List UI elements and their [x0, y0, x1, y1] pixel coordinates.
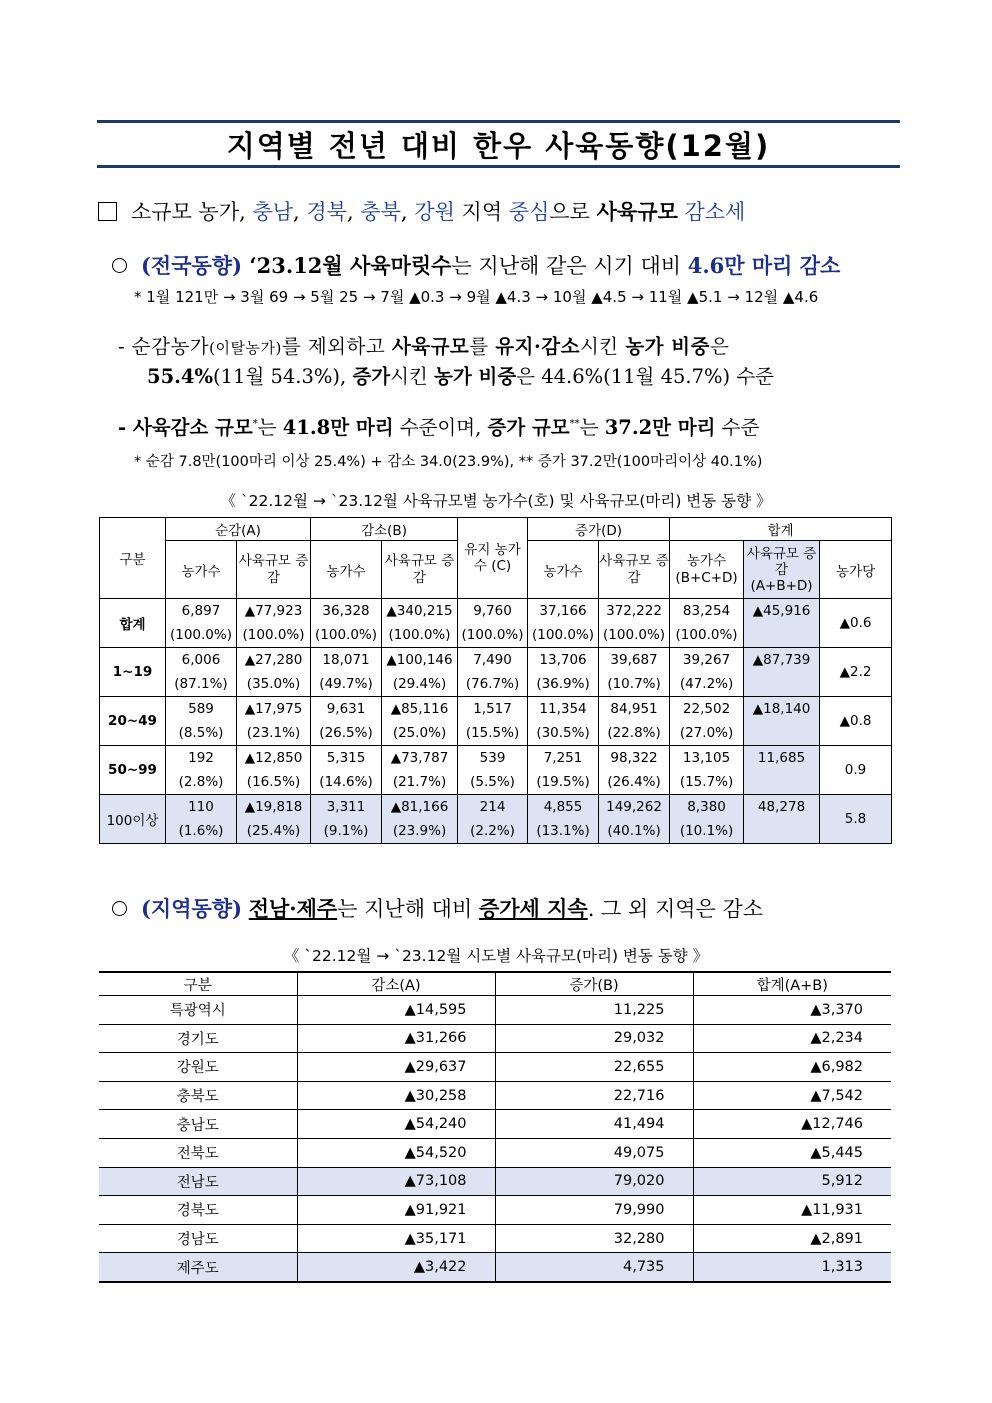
table-cell-pct: (100.0%): [166, 623, 237, 648]
table-cell: 5,912: [693, 1167, 891, 1196]
regional-trend: (지역동향) 전남·제주는 지난해 대비 증가세 지속. 그 외 지역은 감소: [112, 893, 763, 923]
table-row: [99, 1053, 891, 1082]
table-header-row: [99, 972, 891, 996]
header-nongga: 농가수: [311, 541, 382, 599]
table-cell: 6,006: [166, 648, 237, 673]
table-row: [99, 1024, 891, 1053]
table-cell: ▲3,370: [693, 996, 891, 1025]
table-cell: 79,020: [495, 1167, 693, 1196]
table-row: [100, 672, 892, 697]
table-cell-pct: (76.7%): [458, 672, 528, 697]
table-cell: 7,490: [458, 648, 528, 673]
table-cell-pct: (29.4%): [382, 672, 458, 697]
table-cell: 32,280: [495, 1224, 693, 1253]
table-cell-pct: [744, 672, 820, 697]
region-name: 강원도: [99, 1053, 297, 1082]
table-cell: 214: [458, 795, 528, 820]
table-cell-pct: (5.5%): [458, 770, 528, 795]
table-cell: 3,311: [311, 795, 382, 820]
table-cell-pct: (35.0%): [237, 672, 311, 697]
table-cell: 13,706: [528, 648, 599, 673]
table-cell: ▲85,116: [382, 697, 458, 722]
table-cell: ▲7,542: [693, 1081, 891, 1110]
table-cell-pct: (100.0%): [458, 623, 528, 648]
table-row: [99, 1196, 891, 1225]
table-cell: 6,897: [166, 599, 237, 624]
table-cell-pct: [744, 770, 820, 795]
table-cell-pct: (27.0%): [670, 721, 744, 746]
table-cell: ▲12,746: [693, 1110, 891, 1139]
per-farm-cell: ▲2.2: [820, 648, 892, 697]
table-cell: ▲11,931: [693, 1196, 891, 1225]
table-cell-pct: (100.0%): [237, 623, 311, 648]
table-row: [99, 1138, 891, 1167]
table-cell-pct: (40.1%): [599, 819, 670, 844]
table-cell: ▲73,108: [297, 1167, 495, 1196]
per-farm-cell: 0.9: [820, 746, 892, 795]
table-cell-pct: (100.0%): [599, 623, 670, 648]
table-cell: 41,494: [495, 1110, 693, 1139]
page-title: 지역별 전년 대비 한우 사육동향(12월): [97, 120, 900, 168]
table-cell: 48,278: [744, 795, 820, 820]
table-cell: 110: [166, 795, 237, 820]
table-cell: 4,735: [495, 1253, 693, 1282]
table-row: [100, 746, 892, 771]
table-cell: ▲31,266: [297, 1024, 495, 1053]
table-cell: 149,262: [599, 795, 670, 820]
table-cell-pct: [744, 721, 820, 746]
table-cell-pct: (49.7%): [311, 672, 382, 697]
row-label: 1~19: [100, 648, 166, 697]
circle-bullet-icon: [112, 258, 127, 273]
national-trend: (전국동향) ‘23.12월 사육마릿수는 지난해 같은 시기 대비 4.6만 마리 감소: [112, 250, 840, 280]
table-cell: 4,855: [528, 795, 599, 820]
table-cell: ▲3,422: [297, 1253, 495, 1282]
table-row: [100, 770, 892, 795]
table-cell-pct: (100.0%): [670, 623, 744, 648]
region-name: 특광역시: [99, 996, 297, 1025]
row-label: 20~49: [100, 697, 166, 746]
table-cell: 39,687: [599, 648, 670, 673]
header-scale: 사육규모 증감: [237, 541, 311, 599]
table-cell: ▲100,146: [382, 648, 458, 673]
header-per-farm: 농가당: [820, 541, 892, 599]
table-cell: ▲2,891: [693, 1224, 891, 1253]
table-cell-pct: (100.0%): [311, 623, 382, 648]
table-cell: 13,105: [670, 746, 744, 771]
table-cell: ▲81,166: [382, 795, 458, 820]
table-cell: ▲35,171: [297, 1224, 495, 1253]
table-cell: 9,631: [311, 697, 382, 722]
table-cell: 539: [458, 746, 528, 771]
table-cell-pct: (25.0%): [382, 721, 458, 746]
table-cell: ▲5,445: [693, 1138, 891, 1167]
region-name: 전남도: [99, 1167, 297, 1196]
table-cell: 98,322: [599, 746, 670, 771]
national-note: * 1월 121만 → 3월 69 → 5월 25 → 7월 ▲0.3 → 9월 ▲4.3 → 10월 ▲4.5 → 11월 ▲5.1 → 12월 ▲4.6: [134, 288, 819, 306]
column-header: 합계(A+B): [693, 972, 891, 996]
table-row: [100, 795, 892, 820]
table-row: [99, 1167, 891, 1196]
header-jeungga: 증가(D): [528, 518, 670, 541]
table-row: [99, 996, 891, 1025]
column-header: 구분: [99, 972, 297, 996]
per-farm-cell: ▲0.6: [820, 599, 892, 648]
row-label: 100이상: [100, 795, 166, 844]
table-cell: 84,951: [599, 697, 670, 722]
table-cell: 5,315: [311, 746, 382, 771]
header-scale: 사육규모 증감: [382, 541, 458, 599]
table-cell: ▲45,916: [744, 599, 820, 624]
table-row: [100, 697, 892, 722]
table-cell: 37,166: [528, 599, 599, 624]
table-cell-pct: (100.0%): [528, 623, 599, 648]
table-cell-pct: (1.6%): [166, 819, 237, 844]
header-gubun: 구분: [100, 518, 166, 599]
table-cell: ▲14,595: [297, 996, 495, 1025]
table-cell: 9,760: [458, 599, 528, 624]
header-nongga-total: 농가수 (B+C+D): [670, 541, 744, 599]
table-cell-pct: (8.5%): [166, 721, 237, 746]
header-scale: 사육규모 증감: [599, 541, 670, 599]
region-table: [99, 971, 891, 1283]
header-nongga: 농가수: [166, 541, 237, 599]
table-cell-pct: [744, 819, 820, 844]
table-cell: 11,685: [744, 746, 820, 771]
table-cell-pct: (19.5%): [528, 770, 599, 795]
table-cell-pct: (36.9%): [528, 672, 599, 697]
table-cell: 22,716: [495, 1081, 693, 1110]
region-name: 전북도: [99, 1138, 297, 1167]
table-cell: 192: [166, 746, 237, 771]
farm-scale-table: [99, 517, 892, 844]
table-cell: ▲2,234: [693, 1024, 891, 1053]
bullet-share-line2: 55.4%(11월 54.3%), 증가시킨 농가 비중은 44.6%(11월 45.7%) 수준: [147, 365, 775, 388]
checkbox-icon: [98, 202, 117, 221]
table-row: [100, 721, 892, 746]
table-cell-pct: (22.8%): [599, 721, 670, 746]
table-cell: ▲19,818: [237, 795, 311, 820]
table-cell: 589: [166, 697, 237, 722]
table-cell: 372,222: [599, 599, 670, 624]
table-row: [99, 1110, 891, 1139]
region-name: 경남도: [99, 1224, 297, 1253]
table-cell-pct: (23.9%): [382, 819, 458, 844]
table-cell: ▲77,923: [237, 599, 311, 624]
table-cell-pct: (15.7%): [670, 770, 744, 795]
table-cell-pct: (23.1%): [237, 721, 311, 746]
table-cell-pct: (47.2%): [670, 672, 744, 697]
table-cell-pct: (9.1%): [311, 819, 382, 844]
table-cell: 11,225: [495, 996, 693, 1025]
table-row: [100, 599, 892, 624]
table-row: [100, 623, 892, 648]
region-name: 충남도: [99, 1110, 297, 1139]
header-yuji: 유지 농가수 (C): [458, 518, 528, 599]
table-cell-pct: (10.7%): [599, 672, 670, 697]
table-cell-pct: (25.4%): [237, 819, 311, 844]
column-header: 증가(B): [495, 972, 693, 996]
row-label: 합계: [100, 599, 166, 648]
region-name: 제주도: [99, 1253, 297, 1282]
bullet-scale: - 사육감소 규모*는 41.8만 마리 수준이며, 증가 규모**는 37.2만 마리 수준: [118, 416, 760, 439]
table2-caption: 《 `22.12월 → `23.12월 시도별 사육규모(마리) 변동 동향 》: [283, 947, 709, 965]
row-label: 50~99: [100, 746, 166, 795]
table-row: [99, 1081, 891, 1110]
table-cell: 1,517: [458, 697, 528, 722]
header-sungam: 순감(A): [166, 518, 311, 541]
table-cell: 39,267: [670, 648, 744, 673]
table-cell-pct: (26.4%): [599, 770, 670, 795]
table-cell: 8,380: [670, 795, 744, 820]
table-cell-pct: (100.0%): [382, 623, 458, 648]
table-row: [100, 648, 892, 673]
table-cell: 7,251: [528, 746, 599, 771]
header-nongga: 농가수: [528, 541, 599, 599]
table-cell: ▲54,520: [297, 1138, 495, 1167]
table-cell: ▲17,975: [237, 697, 311, 722]
headline: 소규모 농가, 충남, 경북, 충북, 강원 지역 중심으로 사육규모 감소세: [98, 196, 745, 226]
table-row: [99, 1253, 891, 1282]
table-cell: ▲6,982: [693, 1053, 891, 1082]
table-cell-pct: (2.2%): [458, 819, 528, 844]
table-cell: 36,328: [311, 599, 382, 624]
table-cell: ▲30,258: [297, 1081, 495, 1110]
bullet-share: - 순감농가(이탈농가)를 제외하고 사육규모를 유지·감소시킨 농가 비중은: [118, 335, 730, 358]
table-cell: 49,075: [495, 1138, 693, 1167]
table-cell-pct: (15.5%): [458, 721, 528, 746]
table-cell: 1,313: [693, 1253, 891, 1282]
table1-caption: 《 `22.12월 → `23.12월 사육규모별 농가수(호) 및 사육규모(마리) 변동 동향 》: [220, 492, 772, 510]
bullet-scale-note: * 순감 7.8만(100마리 이상 25.4%) + 감소 34.0(23.9%), ** 증가 37.2만(100마리이상 40.1%): [134, 454, 763, 470]
table-cell: 22,502: [670, 697, 744, 722]
table-cell-pct: (30.5%): [528, 721, 599, 746]
table-cell: 79,990: [495, 1196, 693, 1225]
table-cell-pct: (87.1%): [166, 672, 237, 697]
table-cell: ▲73,787: [382, 746, 458, 771]
table-cell: ▲27,280: [237, 648, 311, 673]
table-cell: 18,071: [311, 648, 382, 673]
table-cell-pct: (10.1%): [670, 819, 744, 844]
table-cell-pct: (16.5%): [237, 770, 311, 795]
region-name: 경기도: [99, 1024, 297, 1053]
table-cell-pct: (13.1%): [528, 819, 599, 844]
table-cell: ▲54,240: [297, 1110, 495, 1139]
table-cell-pct: [744, 623, 820, 648]
table-cell: ▲12,850: [237, 746, 311, 771]
region-name: 경북도: [99, 1196, 297, 1225]
column-header: 감소(A): [297, 972, 495, 996]
table-cell: 83,254: [670, 599, 744, 624]
header-total: 합계: [670, 518, 892, 541]
table-row: [99, 1224, 891, 1253]
table-cell-pct: (21.7%): [382, 770, 458, 795]
region-name: 충북도: [99, 1081, 297, 1110]
header-scale-total: 사육규모 증감 (A+B+D): [744, 541, 820, 599]
circle-bullet-icon: [112, 901, 127, 916]
table-cell: ▲87,739: [744, 648, 820, 673]
table-cell: ▲29,637: [297, 1053, 495, 1082]
table-cell: 11,354: [528, 697, 599, 722]
table-row: [100, 819, 892, 844]
table-cell-pct: (14.6%): [311, 770, 382, 795]
table-cell: 29,032: [495, 1024, 693, 1053]
table-cell: ▲18,140: [744, 697, 820, 722]
header-gamso: 감소(B): [311, 518, 458, 541]
per-farm-cell: 5.8: [820, 795, 892, 844]
table-cell: ▲340,215: [382, 599, 458, 624]
table-cell-pct: (26.5%): [311, 721, 382, 746]
table-cell-pct: (2.8%): [166, 770, 237, 795]
table-cell: 22,655: [495, 1053, 693, 1082]
table-cell: ▲91,921: [297, 1196, 495, 1225]
per-farm-cell: ▲0.8: [820, 697, 892, 746]
